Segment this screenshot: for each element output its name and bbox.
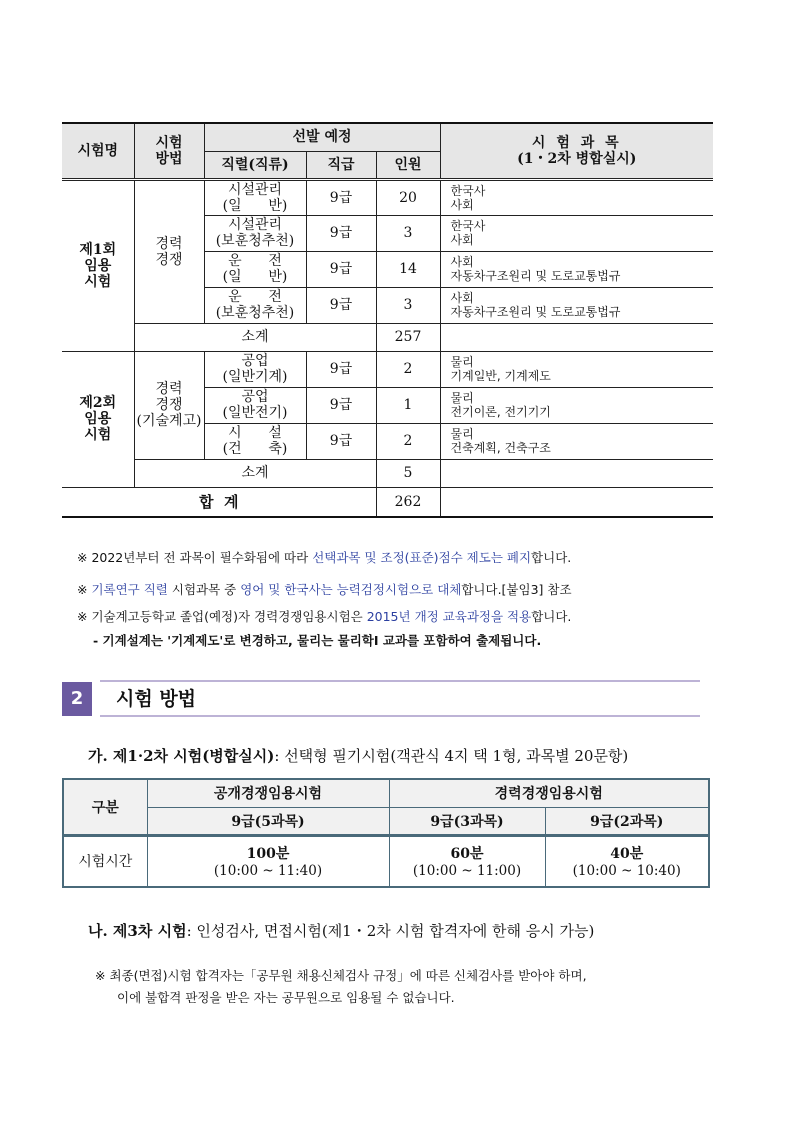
job-cell — [204, 215, 306, 251]
group1-name-line: 제1회 — [79, 241, 117, 258]
count-cell: 2 — [376, 423, 440, 459]
job-cell — [204, 287, 306, 323]
open-exam-label: 공개경쟁임용시험 — [147, 779, 389, 807]
exam-time-table — [62, 778, 710, 888]
subject-line: 사회 — [450, 233, 474, 247]
grade-cell: 9급 — [306, 215, 376, 251]
empty-cell — [440, 323, 713, 351]
note-highlight: 선택과목 및 조정(표준)점수 제도는 폐지 — [312, 550, 532, 565]
subject-line: 한국사 — [450, 183, 486, 198]
group2-name-line: 시험 — [84, 427, 112, 443]
subject-line: 사회 — [450, 255, 474, 269]
job-cell — [204, 179, 306, 215]
count-cell: 2 — [376, 351, 440, 387]
subject-line: 물리 — [450, 355, 474, 369]
sub-heading-b-text: : 인성검사, 면접시험(제1・2차 시험 합격자에 한해 응시 가능) — [186, 922, 595, 940]
job-line: (일반전기) — [222, 405, 288, 421]
group2-name-line: 제2회 — [79, 395, 117, 411]
sub-heading-a — [88, 745, 628, 766]
subject-line: 물리 — [450, 427, 474, 441]
header-subjects-line1: 시 험 과 목 — [531, 134, 622, 151]
count-cell: 3 — [376, 215, 440, 251]
subject-line: 한국사 — [450, 219, 486, 233]
selection-plan-table — [62, 122, 713, 518]
subject-line: 기계일반, 기계제도 — [450, 369, 551, 383]
group2-method-line: 경력 — [155, 381, 183, 397]
note-text: ※ — [77, 582, 92, 597]
group1-name-line: 시험 — [84, 273, 112, 290]
group2-name-line: 임용 — [84, 411, 112, 427]
job-line: 공업 — [241, 389, 269, 405]
open-grade: 9급(5과목) — [147, 807, 389, 835]
note-highlight: 영어 및 한국사는 능력검정시험으로 대체 — [240, 582, 462, 597]
job-line: 시설관리 — [227, 217, 283, 233]
sub-heading-a-text: : 선택형 필기시험(객관식 4지 택 1형, 과목별 20문항) — [274, 747, 629, 765]
group1-method — [134, 179, 204, 323]
subject-line: 사회 — [450, 291, 474, 305]
subject-cell — [440, 351, 713, 387]
job-cell — [204, 351, 306, 387]
job-line: (일반기계) — [222, 369, 288, 385]
group1-subtotal-label: 소계 — [134, 323, 376, 351]
note-3-sub: - 기계설계는 '기계제도'로 변경하고, 물리는 물리학Ⅰ 교과를 포함하여 출제됩니다. — [93, 633, 542, 648]
header-exam-name: 시험명 — [62, 123, 134, 179]
job-line: 운 전 — [228, 253, 282, 269]
header-subjects — [440, 123, 713, 179]
header-method-line2: 방법 — [155, 150, 183, 167]
header-count: 인원 — [376, 151, 440, 179]
header-selection: 선발 예정 — [204, 123, 440, 151]
section-number-badge: 2 — [62, 682, 92, 716]
grade-cell: 9급 — [306, 179, 376, 215]
job-line: (일 반) — [222, 269, 288, 285]
subject-line: 물리 — [450, 391, 474, 405]
note-text: 합니다. — [531, 550, 572, 565]
career2-time-cell — [545, 835, 709, 887]
count-cell: 14 — [376, 251, 440, 287]
group1-name-line: 임용 — [84, 257, 112, 274]
career1-time: 60분 — [450, 846, 484, 863]
note-text: ※ 2022년부터 전 과목이 필수화됨에 따라 — [77, 550, 313, 565]
career-grade-2: 9급(2과목) — [545, 807, 709, 835]
career-grade-1: 9급(3과목) — [389, 807, 545, 835]
count-cell: 3 — [376, 287, 440, 323]
job-cell — [204, 423, 306, 459]
job-line: (일 반) — [222, 197, 288, 214]
header-method — [134, 123, 204, 179]
group1-method-line: 경력 — [155, 235, 183, 252]
subject-line: 자동차구조원리 및 도로교통법규 — [450, 269, 621, 283]
group1-method-line: 경쟁 — [155, 251, 183, 268]
career-exam-label: 경력경쟁임용시험 — [389, 779, 709, 807]
job-cell — [204, 387, 306, 423]
total-value: 262 — [376, 487, 440, 517]
group2-name — [62, 351, 134, 487]
footnote-line2: 이에 불합격 판정을 받은 자는 공무원으로 임용될 수 없습니다. — [117, 990, 455, 1005]
note-text: 합니다. — [531, 609, 572, 624]
job-line: (보훈청추천) — [215, 305, 295, 321]
subject-cell — [440, 251, 713, 287]
note-text: 시험과목 중 — [167, 582, 241, 597]
group2-subtotal-label: 소계 — [134, 459, 376, 487]
header-subjects-line2: (1・2차 병합실시) — [517, 150, 637, 167]
row-label: 시험시간 — [63, 835, 147, 887]
job-line: (건 축) — [222, 441, 288, 457]
subject-line: 전기이론, 전기기기 — [450, 405, 551, 419]
subject-line: 건축계획, 건축구조 — [450, 441, 551, 455]
career2-range: (10:00 ~ 10:40) — [572, 863, 681, 880]
header-method-line1: 시험 — [155, 134, 183, 151]
job-line: 시 설 — [228, 425, 282, 441]
subject-cell — [440, 287, 713, 323]
empty-cell — [440, 459, 713, 487]
note-text: ※ 기술계고등학교 졸업(예정)자 경력경쟁임용시험은 — [77, 609, 367, 624]
total-label: 합 계 — [62, 487, 376, 517]
job-line: 운 전 — [228, 289, 282, 305]
job-line: 공업 — [241, 353, 269, 369]
career1-range: (10:00 ~ 11:00) — [412, 863, 522, 880]
subject-cell — [440, 215, 713, 251]
empty-cell — [440, 487, 713, 517]
section-rule-bottom — [100, 715, 700, 717]
group2-method-line: 경쟁 — [155, 397, 183, 413]
subject-line: 사회 — [450, 197, 474, 212]
job-cell — [204, 251, 306, 287]
sub-heading-b — [88, 920, 594, 941]
subject-cell — [440, 179, 713, 215]
group2-method-line: (기술계고) — [136, 413, 202, 429]
header-grade: 직급 — [306, 151, 376, 179]
grade-cell: 9급 — [306, 251, 376, 287]
note-1 — [77, 548, 571, 566]
grade-cell: 9급 — [306, 423, 376, 459]
header-job: 직렬(직류) — [204, 151, 306, 179]
count-cell: 20 — [376, 179, 440, 215]
note-highlight: 2015년 개정 교육과정을 적용 — [366, 609, 532, 624]
footnote-line1: ※ 최종(면접)시험 합격자는「공무원 채용신체검사 규정」에 따른 신체검사를 받아야 하며, — [95, 968, 587, 983]
note-2 — [77, 580, 572, 598]
job-line: (보훈청추천) — [215, 233, 295, 249]
job-line: 시설관리 — [227, 181, 283, 198]
open-time-cell — [147, 835, 389, 887]
career1-time-cell — [389, 835, 545, 887]
note-text: 합니다.[붙임3] 참조 — [461, 582, 572, 597]
open-time: 100분 — [246, 846, 290, 863]
subject-cell — [440, 387, 713, 423]
group1-subtotal: 257 — [376, 323, 440, 351]
open-range: (10:00 ~ 11:40) — [213, 863, 323, 880]
career2-time: 40분 — [610, 846, 644, 863]
count-cell: 1 — [376, 387, 440, 423]
sub-heading-b-title: 나. 제3차 시험 — [88, 922, 187, 940]
grade-cell: 9급 — [306, 351, 376, 387]
subject-line: 자동차구조원리 및 도로교통법규 — [450, 305, 621, 319]
grade-cell: 9급 — [306, 287, 376, 323]
col-label: 구분 — [63, 779, 147, 835]
note-highlight: 기록연구 직렬 — [91, 582, 168, 597]
note-3 — [77, 607, 571, 625]
section-title: 시험 방법 — [116, 688, 197, 710]
group1-name — [62, 179, 134, 351]
group2-method — [134, 351, 204, 459]
sub-heading-a-title: 가. 제1·2차 시험(병합실시) — [88, 747, 275, 765]
group2-subtotal: 5 — [376, 459, 440, 487]
subject-cell — [440, 423, 713, 459]
grade-cell: 9급 — [306, 387, 376, 423]
